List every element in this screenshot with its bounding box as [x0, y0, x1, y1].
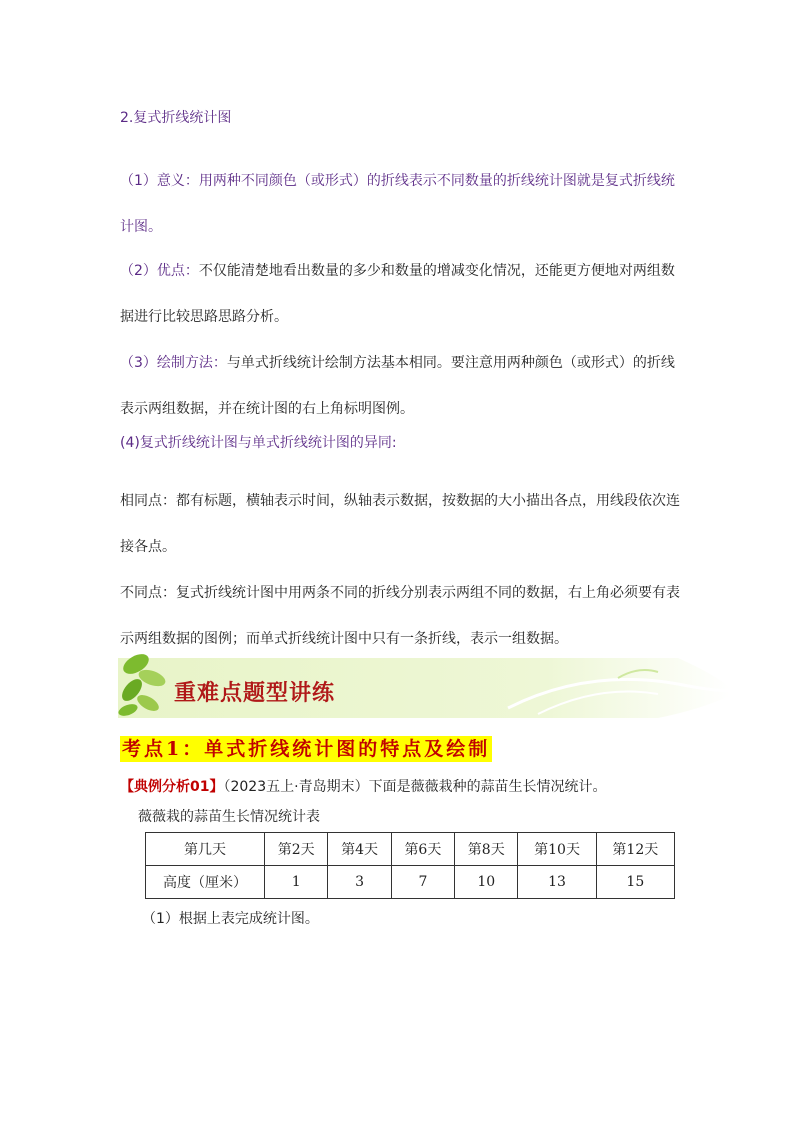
table-cell: 10 [455, 866, 518, 899]
table-header-cell: 第10天 [518, 833, 596, 866]
table-header-row [146, 833, 675, 866]
table-cell: 15 [596, 866, 674, 899]
different-points: 不同点：复式折线统计图中用两条不同的折线分别表示两组不同的数据，右上角必须要有表示两组数据的图例；而单式折线统计图中只有一条折线，表示一组数据。 [120, 585, 680, 647]
point-meaning [120, 158, 680, 250]
table-cell: 7 [391, 866, 454, 899]
growth-table [145, 832, 675, 899]
example-text: （2023五上·青岛期末）下面是薇薇栽种的蒜苗生长情况统计。 [223, 779, 607, 795]
point-method-text: 与单式折线统计绘制方法基本相同。要注意用两种颜色（或形式）的折线表示两组数据，并在统计图的右上角标明图例。 [120, 355, 675, 417]
section-banner [118, 648, 730, 720]
table-header-cell: 第12天 [596, 833, 674, 866]
point-advantage-label: （2）优点： [120, 263, 199, 279]
point-method [120, 340, 680, 432]
table-title: 薇薇栽的蒜苗生长情况统计表 [138, 809, 320, 825]
topic-heading: 考点1：单式折线统计图的特点及绘制 [122, 738, 491, 760]
point-meaning-text: 用两种不同颜色（或形式）的折线表示不同数量的折线统计图就是复式折线统计图。 [120, 173, 675, 235]
point-method-label: （3）绘制方法： [120, 355, 227, 371]
same-points: 相同点：都有标题，横轴表示时间，纵轴表示数据，按数据的大小描出各点，用线段依次连接各点。 [120, 493, 680, 555]
table-cell: 13 [518, 866, 596, 899]
table-cell: 1 [265, 866, 328, 899]
example-intro [120, 777, 607, 797]
table-row [146, 866, 675, 899]
banner-title: 重难点题型讲练 [174, 681, 336, 706]
table-header-cell: 第8天 [455, 833, 518, 866]
point-advantage-text: 不仅能清楚地看出数量的多少和数量的增减变化情况，还能更方便地对两组数据进行比较思路思路分析。 [120, 263, 675, 325]
table-header-cell: 第几天 [146, 833, 265, 866]
point-meaning-label: （1）意义： [120, 173, 199, 189]
table-header-cell: 第4天 [328, 833, 391, 866]
table-cell: 3 [328, 866, 391, 899]
section-heading: 2.复式折线统计图 [120, 110, 232, 126]
table-header-cell: 第6天 [391, 833, 454, 866]
point-compare-heading: (4)复式折线统计图与单式折线统计图的异同: [120, 435, 397, 451]
point-advantage [120, 248, 680, 340]
question-1: （1）根据上表完成统计图。 [142, 911, 319, 927]
table-row-label: 高度（厘米） [146, 866, 265, 899]
example-tag: 【典例分析01】 [120, 779, 224, 795]
table-header-cell: 第2天 [265, 833, 328, 866]
